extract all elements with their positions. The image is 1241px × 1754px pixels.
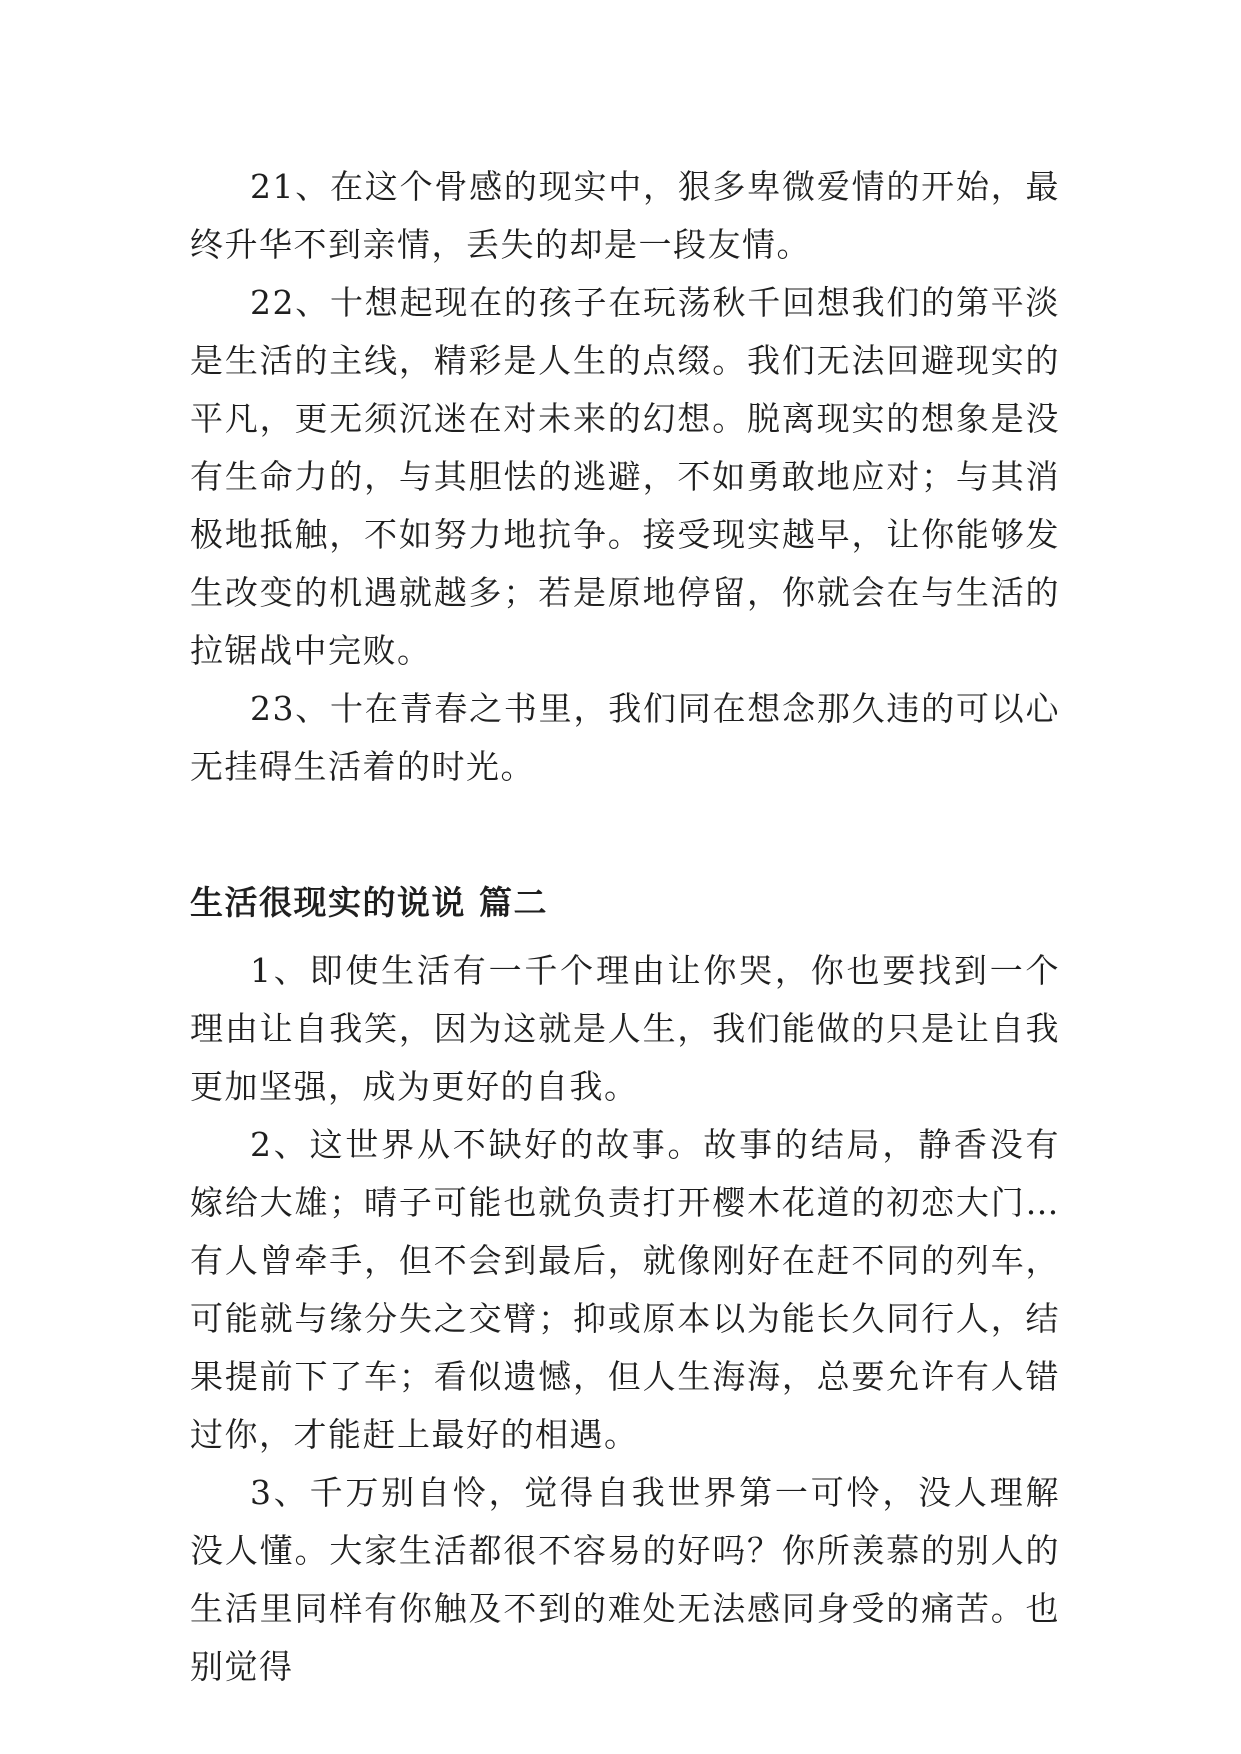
paragraph-1: 1、即使生活有一千个理由让你哭，你也要找到一个理由让自我笑，因为这就是人生，我们能做的只是让自我更加坚强，成为更好的自我。 [190,951,1060,1106]
section-spacer [190,796,1060,874]
paragraph-2: 2、这世界从不缺好的故事。故事的结局，静香没有嫁给大雄；晴子可能也就负责打开樱木花道的初恋大门…有人曾牵手，但不会到最后，就像刚好在赶不同的列车，可能就与缘分失之交臂；抑或原本以为能长久同行人，结果提前下了车；看似遗憾，但人生海海，总要允许有人错过你，才能赶上最好的相遇。 [190,1125,1060,1454]
document-body [190,158,1060,1696]
title-spacer [190,932,1060,942]
paragraph-22: 22、十想起现在的孩子在玩荡秋千回想我们的第平淡是生活的主线，精彩是人生的点缀。我们无法回避现实的平凡，更无须沉迷在对未来的幻想。脱离现实的想象是没有生命力的，与其胆怯的逃避，不如勇敢地应对；与其消极地抵触，不如努力地抗争。接受现实越早，让你能够发生改变的机遇就越多；若是原地停留，你就会在与生活的拉锯战中完败。 [190,283,1060,670]
section-title: 生活很现实的说说 篇二 [190,883,548,922]
paragraph-21: 21、在这个骨感的现实中，狠多卑微爱情的开始，最终升华不到亲情，丢失的却是一段友情。 [190,167,1060,264]
paragraph-3: 3、千万别自怜，觉得自我世界第一可怜，没人理解没人懂。大家生活都很不容易的好吗？你所羡慕的别人的生活里同样有你触及不到的难处无法感同身受的痛苦。也别觉得 [190,1473,1060,1686]
paragraph-23: 23、十在青春之书里，我们同在想念那久违的可以心无挂碍生活着的时光。 [190,689,1060,786]
